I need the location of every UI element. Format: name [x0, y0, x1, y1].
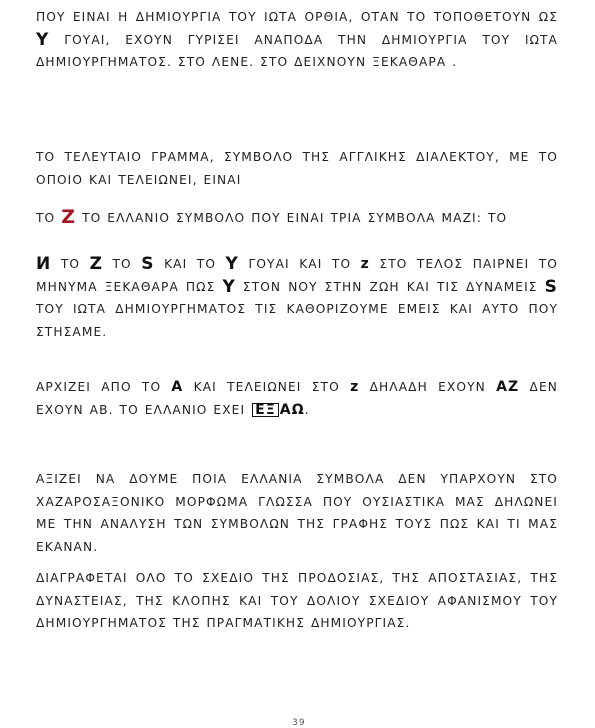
- paragraph-text: ΚΑΙ ΤΕΛΕΙΩΝΕΙ ΣΤΟ: [183, 380, 351, 394]
- page-number: 39: [292, 718, 306, 728]
- symbol-az: AZ: [496, 379, 520, 395]
- paragraph-text: ΑΞΙΖΕΙ ΝΑ ΔΟΥΜΕ ΠΟΙΑ ΕΛΛΑΝΙΑ ΣΥΜΒΟΛΑ ΔΕΝ ΥΠΑΡΧΟΥΝ ΣΤΟ ΧΑΖΑΡΟΣΑΞΟΝΙΚΟ ΜΟΡΦΩΜΑ ΓΛΩΣΣΑ ΠΟΥ ΟΥΣΙΑΣΤΙΚΑ ΜΑΣ ΔΗΛΩΝΕΙ ΜΕ ΤΗΝ ΑΝΑΛΥΣΗ ΤΩΝ ΣΥΜΒΟΛΩΝ ΤΗΣ ΓΡΑΦΗΣ ΤΟΥΣ ΠΩΣ ΚΑΙ ΤΙ ΜΑΣ ΕΚΑΝΑΝ.: [36, 472, 558, 554]
- paragraph-text: ΔΙΑΓΡΑΦΕΤΑΙ ΟΛΟ ΤΟ ΣΧΕΔΙΟ ΤΗΣ ΠΡΟΔΟΣΙΑΣ, ΤΗΣ ΑΠΟΣΤΑΣΙΑΣ, ΤΗΣ ΔΥΝΑΣΤΕΙΑΣ, ΤΗΣ ΚΛΟΠΗΣ ΚΑΙ ΤΟΥ ΔΟΛΙΟΥ ΣΧΕΔΙΟΥ ΑΦΑΝΙΣΜΟΥ ΤΟΥ ΔΗΜΙΟΥΡΓΗΜΑΤΟΣ ΤΗΣ ΠΡΑΓΜΑΤΙΚΗΣ ΔΗΜΙΟΥΡΓΙΑΣ.: [36, 571, 558, 630]
- paragraph-text: ΤΟ: [36, 211, 62, 225]
- symbol-z-small: z: [350, 379, 360, 395]
- symbol-alpha-omega: ΑΩ: [279, 401, 305, 418]
- paragraph-missing-symbols: [36, 468, 558, 558]
- paragraph-a-to-z: [36, 376, 558, 421]
- symbol-z: Z: [89, 254, 103, 274]
- paragraph-text: ΓΟΥΑΙ, ΕΧΟΥΝ ΓΥΡΙΣΕΙ ΑΝΑΠΟΔΑ ΤΗΝ ΔΗΜΙΟΥΡΓΙΑ ΤΟΥ ΙΩΤΑ ΔΗΜΙΟΥΡΓΗΜΑΤΟΣ. ΣΤΟ ΛΕΝΕ. ΣΤΟ ΔΕΙΧΝΟΥΝ ΞΕΚΑΘΑΡΑ .: [36, 32, 558, 69]
- symbol-y: Y: [225, 254, 239, 274]
- paragraph-plan-deleted: [36, 567, 558, 635]
- paragraph-last-letter: [36, 146, 558, 191]
- paragraph-text: ΤΟ: [51, 257, 90, 271]
- paragraph-text: ΚΑΙ ΤΟ: [154, 257, 226, 271]
- paragraph-iota-creation: [36, 6, 558, 74]
- symbol-a: A: [171, 379, 184, 395]
- paragraph-text: ΣΤΟ ΤΕΛΟΣ ΠΑΙΡΝΕΙ ΤΟ ΜΗΝΥΜΑ ΞΕΚΑΘΑΡΑ ΠΩΣ: [36, 257, 558, 294]
- greek-key-symbol: ΕΞ: [252, 403, 279, 417]
- paragraph-text: ΔΕΝ ΕΧΟΥΝ ΑΒ. ΤΟ ΕΛΛΑΝΙΟ ΕΧΕΙ: [36, 380, 559, 417]
- paragraph-text: ΓΟΥΑΙ ΚΑΙ ΤΟ: [238, 257, 361, 271]
- paragraph-text: ΤΟΥ ΙΩΤΑ ΔΗΜΙΟΥΡΓΗΜΑΤΟΣ ΤΙΣ ΚΑΘΟΡΙΖΟΥΜΕ ΕΜΕΙΣ ΚΑΙ ΑΥΤΟ ΠΟΥ ΣΤΗΣΑΜΕ.: [36, 302, 558, 339]
- paragraph-three-symbols: [36, 253, 558, 343]
- paragraph-text: ΔΗΛΑΔΗ ΕΧΟΥΝ: [359, 380, 497, 394]
- symbol-y: Y: [36, 29, 50, 50]
- symbol-y: Y: [222, 276, 236, 297]
- paragraph-text: ΑΡΧΙΖΕΙ ΑΠΟ ΤΟ: [36, 380, 172, 394]
- paragraph-text: ΤΟ ΤΕΛΕΥΤΑΙΟ ΓΡΑΜΜΑ, ΣΥΜΒΟΛΟ ΤΗΣ ΑΓΓΛΙΚΗΣ ΔΙΑΛΕΚΤΟΥ, ΜΕ ΤΟ ΟΠΟΙΟ ΚΑΙ ΤΕΛΕΙΩΝΕΙ, ΕΙΝΑΙ: [36, 150, 558, 187]
- symbol-s: S: [141, 254, 155, 274]
- paragraph-text: .: [304, 402, 310, 417]
- paragraph-text: ΠΟΥ ΕΙΝΑΙ Η ΔΗΜΙΟΥΡΓΙΑ ΤΟΥ ΙΩΤΑ ΟΡΘΙΑ, ΟΤΑΝ ΤΟ ΤΟΠΟΘΕΤΟΥΝ ΩΣ: [36, 10, 558, 24]
- symbol-z-red: Z: [61, 206, 77, 228]
- paragraph-z-symbol: [36, 207, 558, 230]
- symbol-n: И: [36, 254, 52, 274]
- paragraph-text: ΣΤΟΝ ΝΟΥ ΣΤΗΝ ΖΩΗ ΚΑΙ ΤΙΣ ΔΥΝΑΜΕΙΣ: [235, 279, 545, 294]
- paragraph-text: ΤΟ ΕΛΛΑΝΙΟ ΣΥΜΒΟΛΟ ΠΟΥ ΕΙΝΑΙ ΤΡΙΑ ΣΥΜΒΟΛΑ ΜΑΖΙ: ΤΟ: [76, 211, 508, 225]
- paragraph-text: ΤΟ: [103, 257, 142, 271]
- symbol-s: S: [544, 276, 558, 297]
- symbol-z-small: z: [360, 256, 370, 272]
